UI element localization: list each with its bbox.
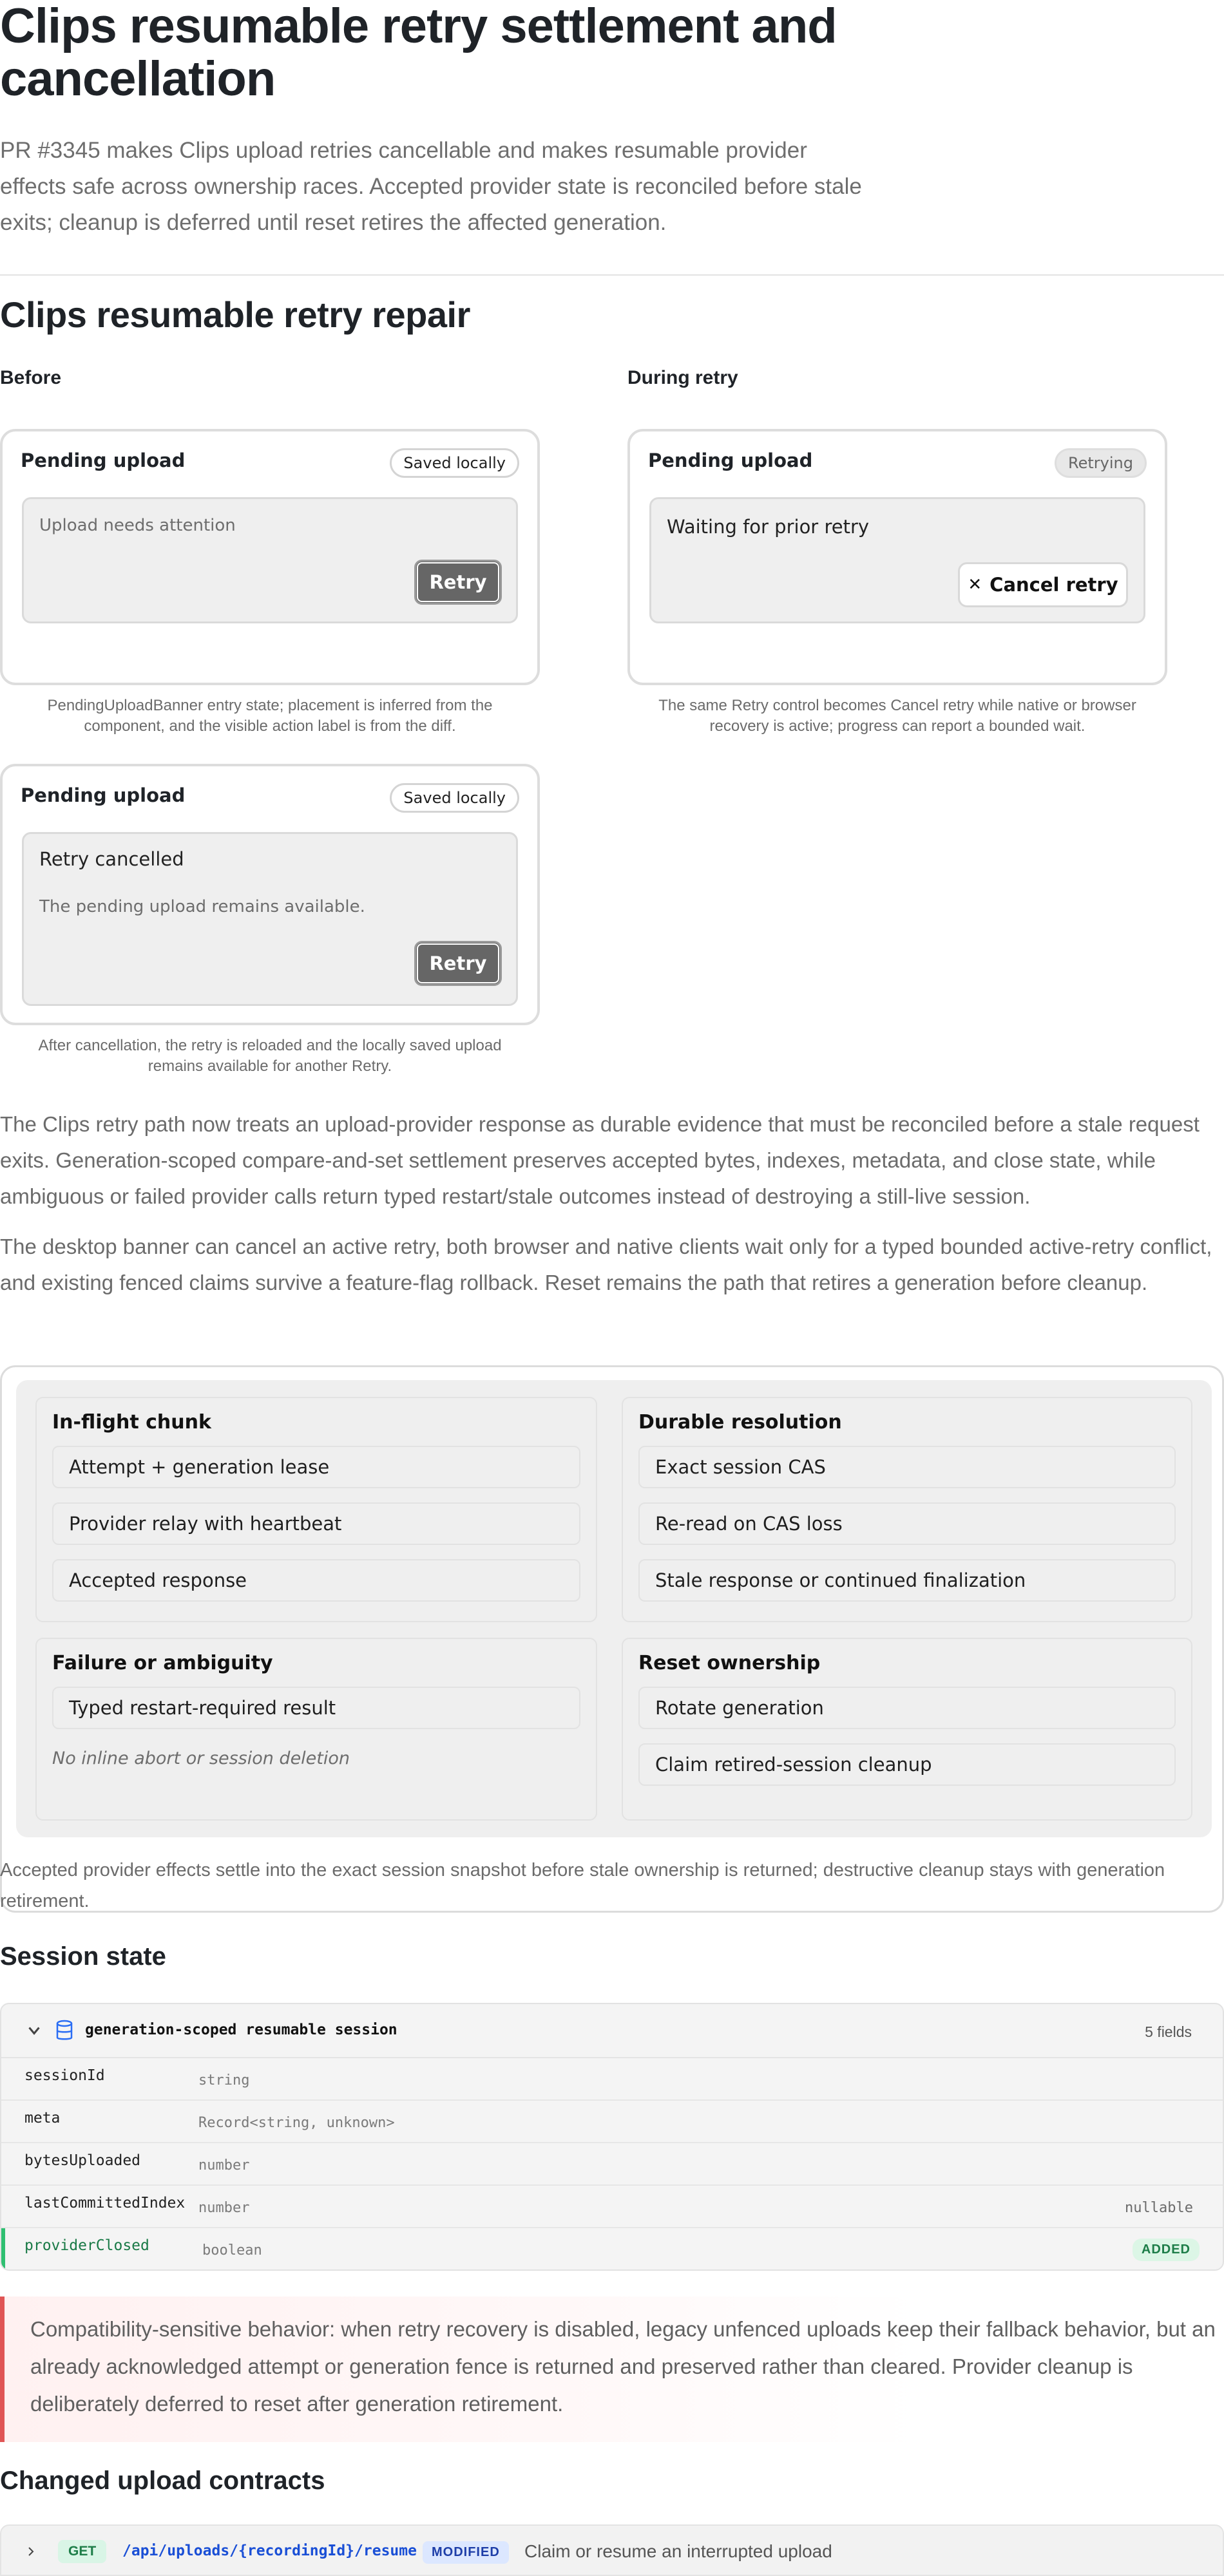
page-intro: PR #3345 makes Clips upload retries cancellable and makes resumable provider effects safe across ownership races. Accepted provider state is reconciled before stale exits; cleanup is deferred until reset retires the affected generation. <box>0 138 862 235</box>
retry-button[interactable]: Retry <box>414 941 502 986</box>
field-name: meta <box>24 2110 61 2126</box>
database-icon <box>55 2020 73 2041</box>
body-paragraph-2: The desktop banner can cancel an active retry, both browser and native clients wait only for a typed bounded active-retry conflict, and existing fenced claims survive a feature-flag rollback. Reset remains the path that retires a generation before cleanup. <box>0 1235 1212 1294</box>
saved-locally-badge: Saved locally <box>390 448 519 478</box>
banner-body <box>649 497 1145 623</box>
banner-message: Upload needs attention <box>39 516 236 535</box>
session-state-heading: Session state <box>0 1942 166 1971</box>
field-name: sessionId <box>24 2067 105 2084</box>
durable-resolution-group <box>622 1397 1192 1622</box>
before-caption: PendingUploadBanner entry state; placement is inferred from the component, and the visible action label is from the diff. <box>47 697 493 735</box>
field-type: Record<string, unknown> <box>198 2115 395 2131</box>
flow-step: Claim retired-session cleanup <box>638 1743 1176 1786</box>
body-paragraph-1: The Clips retry path now treats an upload-provider response as durable evidence that must be reconciled before a stale request exits. Generation-scoped compare-and-set settlement preserves accepted bytes, indexes, metadata, and close state, while ambiguous or failed provider calls return typed restart/stale outcomes instead of destroying a still-live session. <box>0 1112 1200 1208</box>
field-type: boolean <box>202 2242 262 2259</box>
schema-header[interactable] <box>1 2004 1223 2058</box>
before-label: Before <box>0 367 62 388</box>
flow-step: Re-read on CAS loss <box>638 1502 1176 1545</box>
field-count: 5 fields <box>1145 2023 1192 2040</box>
banner-body <box>22 497 518 623</box>
during-label: During retry <box>627 367 738 388</box>
banner-detail: The pending upload remains available. <box>39 897 365 916</box>
cancel-retry-button[interactable] <box>958 562 1128 607</box>
schema-row <box>1 2101 1223 2143</box>
after-banner-mockup <box>0 764 540 1025</box>
field-type: string <box>198 2072 250 2088</box>
flow-caption: Accepted provider effects settle into the exact session snapshot before stale ownership is returned; destructive cleanup stays with generation retirement. <box>0 1860 1165 1911</box>
endpoint-path: /api/uploads/{recordingId}/resume <box>122 2543 417 2559</box>
divider <box>0 274 1224 276</box>
inflight-chunk-group <box>35 1397 597 1622</box>
schema-name: generation-scoped resumable session <box>85 2022 397 2038</box>
cancel-retry-label: Cancel retry <box>990 574 1118 596</box>
flow-note: No inline abort or session deletion <box>52 1748 350 1768</box>
section-title: Clips resumable retry repair <box>0 294 470 335</box>
compatibility-callout <box>0 2297 1224 2442</box>
flow-step: Typed restart-required result <box>52 1687 580 1729</box>
flow-step: Rotate generation <box>638 1687 1176 1729</box>
session-schema-card <box>0 2003 1224 2271</box>
settlement-flow-diagram <box>0 1365 1224 1913</box>
banner-message: Retry cancelled <box>39 848 184 870</box>
chevron-down-icon[interactable] <box>24 2021 44 2040</box>
field-type: number <box>198 2157 250 2174</box>
endpoint-row[interactable] <box>0 2524 1224 2576</box>
schema-row <box>1 2186 1223 2228</box>
flow-step: Attempt + generation lease <box>52 1446 580 1488</box>
flow-step: Provider relay with heartbeat <box>52 1502 580 1545</box>
group-title: Durable resolution <box>638 1411 842 1434</box>
http-method-badge: GET <box>58 2540 106 2563</box>
nullable-label: nullable <box>1125 2200 1193 2216</box>
saved-locally-badge: Saved locally <box>390 783 519 813</box>
schema-row <box>1 2058 1223 2101</box>
failure-ambiguity-group <box>35 1638 597 1821</box>
before-banner-mockup <box>0 429 540 685</box>
after-caption: After cancellation, the retry is reloaded and the locally saved upload remains available for another Retry. <box>38 1037 502 1075</box>
banner-title: Pending upload <box>21 784 186 806</box>
banner-body <box>22 832 518 1006</box>
during-banner-mockup <box>627 429 1167 685</box>
reset-ownership-group <box>622 1638 1192 1821</box>
flow-step: Exact session CAS <box>638 1446 1176 1488</box>
modified-badge: MODIFIED <box>423 2541 509 2564</box>
chevron-right-icon[interactable] <box>24 2545 37 2558</box>
close-icon: ✕ <box>968 575 982 594</box>
banner-title: Pending upload <box>21 450 186 471</box>
field-type: number <box>198 2200 250 2216</box>
field-name: providerClosed <box>24 2237 149 2254</box>
flow-step: Accepted response <box>52 1559 580 1602</box>
contracts-heading: Changed upload contracts <box>0 2467 325 2495</box>
group-title: Failure or ambiguity <box>52 1652 273 1674</box>
banner-message: Waiting for prior retry <box>667 516 870 538</box>
added-badge: ADDED <box>1133 2239 1200 2261</box>
schema-row-added <box>1 2228 1223 2271</box>
field-name: lastCommittedIndex <box>24 2195 186 2211</box>
schema-row <box>1 2143 1223 2186</box>
flow-step: Stale response or continued finalization <box>638 1559 1176 1602</box>
retrying-badge: Retrying <box>1055 448 1147 478</box>
field-name: bytesUploaded <box>24 2152 141 2169</box>
banner-title: Pending upload <box>648 450 813 471</box>
retry-button[interactable]: Retry <box>414 560 502 605</box>
callout-text: Compatibility-sensitive behavior: when retry recovery is disabled, legacy unfenced uploads keep their fallback behavior, but an already acknowledged attempt or generation fence is returned and preserved rather than cleared. Provider cleanup is deliberately deferred to reset after generation retirement. <box>30 2317 1216 2416</box>
during-caption: The same Retry control becomes Cancel retry while native or browser recovery is active; progress can report a bounded wait. <box>658 697 1136 735</box>
group-title: Reset ownership <box>638 1652 821 1674</box>
group-title: In-flight chunk <box>52 1411 211 1434</box>
page-title: Clips resumable retry settlement and cancellation <box>0 0 837 106</box>
flow-canvas <box>16 1380 1212 1837</box>
endpoint-description: Claim or resume an interrupted upload <box>524 2541 832 2561</box>
